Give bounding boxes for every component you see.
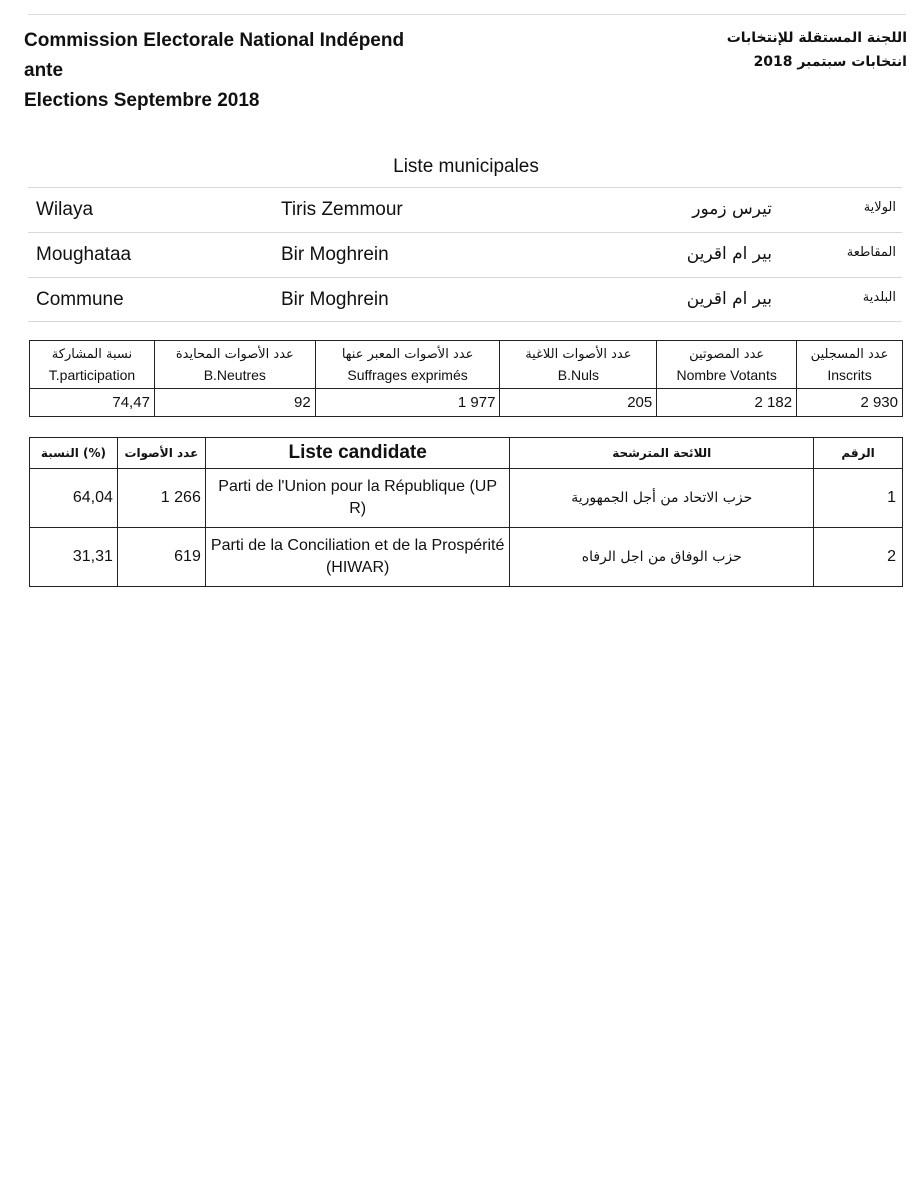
location-label-ar: الولاية	[863, 200, 896, 215]
location-value-fr: Bir Moghrein	[281, 289, 389, 310]
title-fr-line2: ante	[24, 60, 64, 81]
location-row-commune	[28, 277, 902, 322]
header-list-fr: Liste candidate	[205, 438, 510, 469]
header-arabic	[577, 26, 907, 74]
location-row-moughataa	[28, 232, 902, 277]
candidate-name-fr: Parti de l'Union pour la République (UPR)	[205, 469, 510, 528]
table-row	[30, 528, 903, 587]
location-label-ar: البلدية	[862, 290, 896, 305]
stats-header-inscrits: عدد المسجلين Inscrits	[797, 341, 903, 389]
location-label-fr: Commune	[36, 289, 124, 310]
location-value-fr: Bir Moghrein	[281, 244, 389, 265]
candidate-percent: 31,31	[30, 528, 118, 587]
title-ar: اللجنة المستقلة للإنتخابات	[726, 30, 907, 46]
candidate-name-fr: Parti de la Conciliation et de la Prospérité (HIWAR)	[205, 528, 510, 587]
location-label-fr: Wilaya	[36, 199, 94, 220]
candidate-name-ar: حزب الوفاق من اجل الرفاه	[510, 528, 814, 587]
candidate-name-ar: حزب الاتحاد من أجل الجمهورية	[510, 469, 814, 528]
stats-header-row	[30, 341, 903, 389]
header-votes: عدد الأصوات	[117, 438, 205, 469]
stats-header-votants: عدد المصوتين Nombre Votants	[657, 341, 797, 389]
header-french	[24, 26, 464, 116]
title-fr-line1: Commission Electorale National Indépend	[24, 30, 405, 51]
location-value-ar: بير ام اقرين	[686, 289, 772, 309]
candidate-votes: 619	[117, 528, 205, 587]
candidate-rank: 2	[814, 528, 903, 587]
candidates-header-row	[30, 438, 903, 469]
candidate-rank: 1	[814, 469, 903, 528]
list-title: Liste municipales	[393, 156, 539, 177]
candidate-percent: 64,04	[30, 469, 118, 528]
stats-header-nuls: عدد الأصوات اللاغية B.Nuls	[500, 341, 657, 389]
location-value-ar: تيرس زمور	[692, 199, 772, 219]
candidates-table	[29, 437, 903, 587]
header-list-ar: اللائحة المترشحة	[510, 438, 814, 469]
table-row	[30, 469, 903, 528]
stats-value-exprimes: 1 977	[315, 389, 500, 417]
stats-values-row	[30, 389, 903, 417]
stats-value-votants: 2 182	[657, 389, 797, 417]
location-value-fr: Tiris Zemmour	[281, 199, 403, 220]
location-value-ar: بير ام اقرين	[686, 244, 772, 264]
stats-value-inscrits: 2 930	[797, 389, 903, 417]
stats-table	[29, 340, 903, 417]
stats-value-participation: 74,47	[30, 389, 155, 417]
location-table	[28, 187, 902, 322]
stats-header-participation: نسبة المشاركة T.participation	[30, 341, 155, 389]
stats-value-nuls: 205	[500, 389, 657, 417]
stats-value-neutres: 92	[154, 389, 315, 417]
location-label-ar: المقاطعة	[846, 245, 896, 260]
location-row-wilaya	[28, 187, 902, 232]
header-percent: (%) النسبة	[30, 438, 118, 469]
header-rank: الرقم	[814, 438, 903, 469]
candidate-votes: 1 266	[117, 469, 205, 528]
stats-header-exprimes: عدد الأصوات المعبر عنها Suffrages exprimés	[315, 341, 500, 389]
subtitle-ar: انتخابات سبتمبر 2018	[753, 54, 907, 70]
location-label-fr: Moughataa	[36, 244, 132, 265]
subtitle-fr: Elections Septembre 2018	[24, 90, 260, 111]
stats-header-neutres: عدد الأصوات المحايدة B.Neutres	[154, 341, 315, 389]
top-divider	[28, 14, 906, 15]
